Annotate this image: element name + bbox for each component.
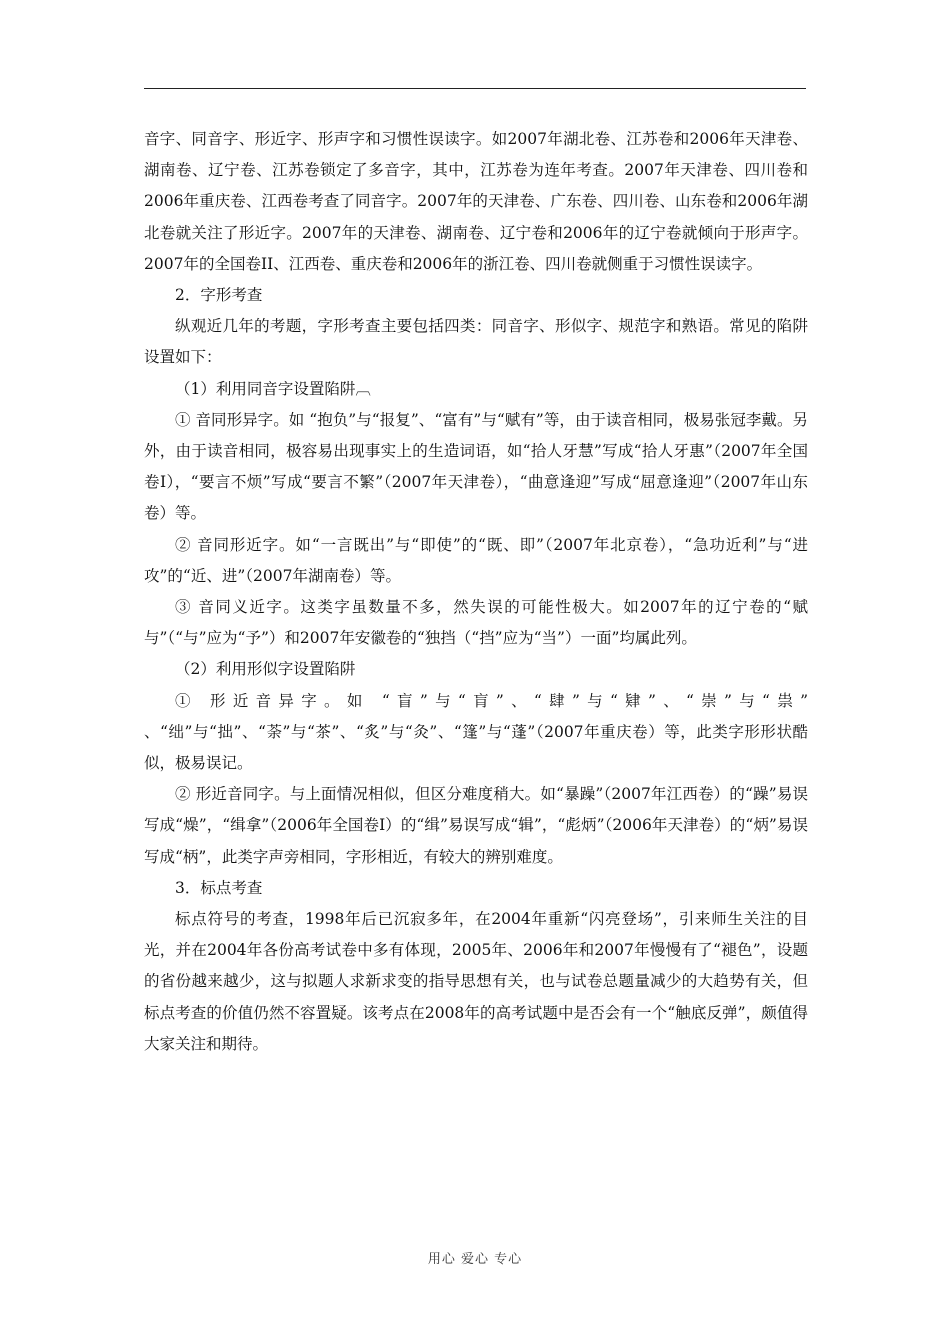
- paragraph-character-types: 音字、同音字、形近字、形声字和习惯性误读字。如2007年湖北卷、江苏卷和2006年天津卷、湖南卷、辽宁卷、江苏卷锁定了多音字，其中，江苏卷为连年考查。2007年天津卷、四川卷和2006年重庆卷、江西卷考查了同音字。2007年的天津卷、广东卷、四川卷、山东卷和2006年湖北卷就关注了形近字。2007年的天津卷、湖南卷、辽宁卷和2006年的辽宁卷就倾向于形声字。2007年的全国卷II、江西卷、重庆卷和2006年的浙江卷、四川卷就侧重于习惯性误读字。: [144, 130, 808, 273]
- paragraph-lookalike-1: ① 形近音异字。如 “盲”与“肓”、“肆”与“肄”、“崇”与“祟” 、“绌”与“拙”、“荼”与“茶”、“炙”与“灸”、“篷”与“蓬”（2007年重庆卷）等，此类字形形状酷似，极易误记。: [144, 691, 808, 773]
- header-rule: [144, 88, 806, 89]
- section-heading-glyph: 2．字形考查: [175, 286, 263, 305]
- paragraph-homophone-1: ① 音同形异字。如 “抱负”与“报复”、“富有”与“赋有”等，由于读音相同，极易张冠李戴。另外，由于读音相同，极容易出现事实上的生造词语，如“拾人牙慧”写成“拾人牙惠”（2007年全国卷Ⅰ），“要言不烦”写成“要言不繁”（2007年天津卷），“曲意逢迎”写成“屈意逢迎”（2007年山东卷）等。: [144, 410, 808, 523]
- paragraph-lookalike-2: ② 形近音同字。与上面情况相似，但区分难度稍大。如“暴躁”（2007年江西卷）的“躁”易误写成“燥”，“缉拿”（2006年全国卷Ⅰ）的“缉”易误写成“辑”，“彪炳”（2006年天津卷）的“炳”易误写成“柄”，此类字声旁相同，字形相近，有较大的辨别难度。: [144, 785, 808, 866]
- paragraph-punctuation: 标点符号的考查，1998年后已沉寂多年，在2004年重新“闪亮登场”，引来师生关注的目光，并在2004年各份高考试卷中多有体现，2005年、2006年和2007年慢慢有了“褪色”，设题的省份越来越少，这与拟题人求新求变的指导思想有关，也与试卷总题量减少的大趋势有关，但标点考查的价值仍然不容置疑。该考点在2008年的高考试题中是否会有一个“触底反弹”，颇值得大家关注和期待。: [144, 910, 808, 1053]
- document-body: [144, 124, 808, 1060]
- subheading-lookalike-trap: （2）利用形似字设置陷阱: [175, 660, 356, 679]
- paragraph-homophone-3: ③ 音同义近字。这类字虽数量不多，然失误的可能性极大。如2007年的辽宁卷的“赋与”（“与”应为“予”）和2007年安徽卷的“独挡（“挡”应为“当”）一面”均属此列。: [144, 598, 808, 648]
- paragraph-glyph-intro: 纵观近几年的考题，字形考查主要包括四类：同音字、形似字、规范字和熟语。常见的陷阱设置如下：: [144, 317, 808, 367]
- paragraph-homophone-2: ② 音同形近字。如“一言既出”与“即使”的“既、即”（2007年北京卷），“急功近利”与“进攻”的“近、进”（2007年湖南卷）等。: [144, 535, 808, 585]
- section-heading-punctuation: 3．标点考查: [175, 878, 263, 897]
- subheading-homophone-trap: （1）利用同音字设置陷阱︹: [175, 379, 371, 398]
- page-footer: 用心 爱心 专心: [427, 1252, 523, 1267]
